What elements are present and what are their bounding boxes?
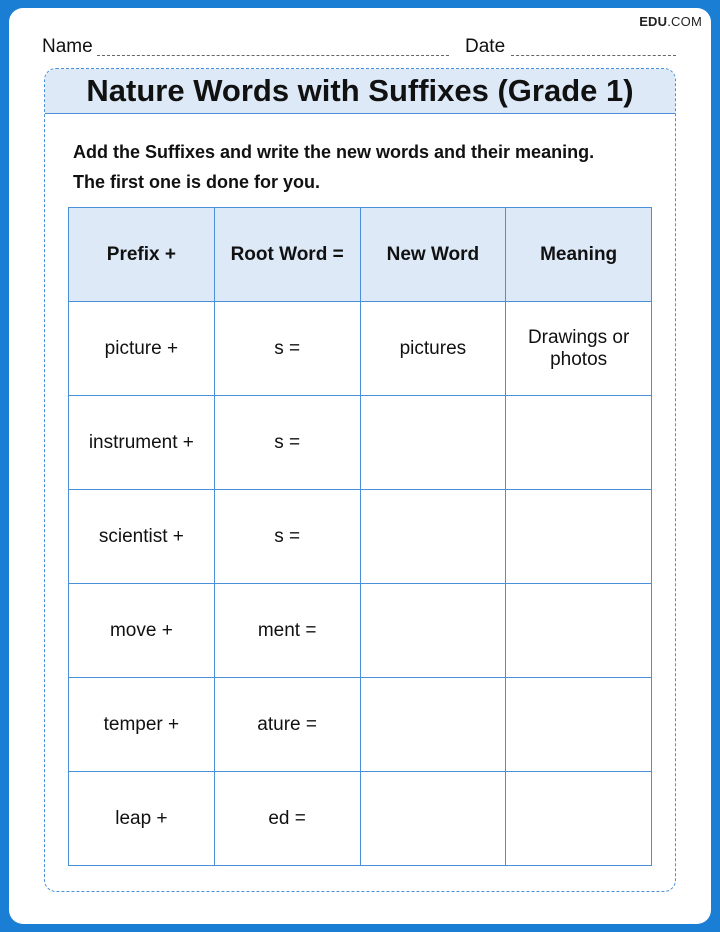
meaning-cell[interactable]: Drawings or photos	[506, 302, 652, 396]
brand-logo	[639, 14, 702, 29]
root-word-cell: ature =	[214, 678, 360, 772]
column-header-new-word: New Word	[360, 208, 506, 302]
prefix-cell: scientist +	[69, 490, 215, 584]
worksheet-card	[44, 68, 676, 892]
table-row	[69, 584, 652, 678]
table-row	[69, 302, 652, 396]
new-word-cell[interactable]: pictures	[360, 302, 506, 396]
new-word-cell[interactable]	[360, 772, 506, 866]
brand-suffix: .COM	[667, 14, 702, 29]
table-header-row	[69, 208, 652, 302]
date-label: Date	[465, 36, 506, 57]
instructions-line-2: The first one is done for you.	[73, 172, 321, 192]
table-row	[69, 490, 652, 584]
column-header-prefix: Prefix +	[69, 208, 215, 302]
root-word-cell: s =	[214, 490, 360, 584]
root-word-cell: ed =	[214, 772, 360, 866]
table-row	[69, 678, 652, 772]
name-label: Name	[42, 36, 93, 57]
worksheet-page	[9, 8, 711, 924]
instructions	[73, 137, 663, 197]
date-field[interactable]	[511, 55, 676, 56]
root-word-cell: s =	[214, 396, 360, 490]
instructions-line-1: Add the Suffixes and write the new words and their meaning.	[73, 142, 595, 162]
meaning-cell[interactable]	[506, 772, 652, 866]
meaning-cell[interactable]	[506, 396, 652, 490]
column-header-meaning: Meaning	[506, 208, 652, 302]
prefix-cell: leap +	[69, 772, 215, 866]
table-row	[69, 396, 652, 490]
name-field[interactable]	[97, 55, 449, 56]
suffix-table	[68, 207, 652, 866]
new-word-cell[interactable]	[360, 678, 506, 772]
meaning-cell[interactable]	[506, 490, 652, 584]
root-word-cell: ment =	[214, 584, 360, 678]
new-word-cell[interactable]	[360, 584, 506, 678]
new-word-cell[interactable]	[360, 396, 506, 490]
worksheet-title: Nature Words with Suffixes (Grade 1)	[45, 69, 675, 114]
prefix-cell: instrument +	[69, 396, 215, 490]
brand-name: EDU	[639, 14, 668, 29]
prefix-cell: move +	[69, 584, 215, 678]
meaning-cell[interactable]	[506, 584, 652, 678]
table-row	[69, 772, 652, 866]
root-word-cell: s =	[214, 302, 360, 396]
meaning-cell[interactable]	[506, 678, 652, 772]
prefix-cell: temper +	[69, 678, 215, 772]
column-header-root-word: Root Word =	[214, 208, 360, 302]
prefix-cell: picture +	[69, 302, 215, 396]
name-date-row	[42, 32, 682, 58]
new-word-cell[interactable]	[360, 490, 506, 584]
